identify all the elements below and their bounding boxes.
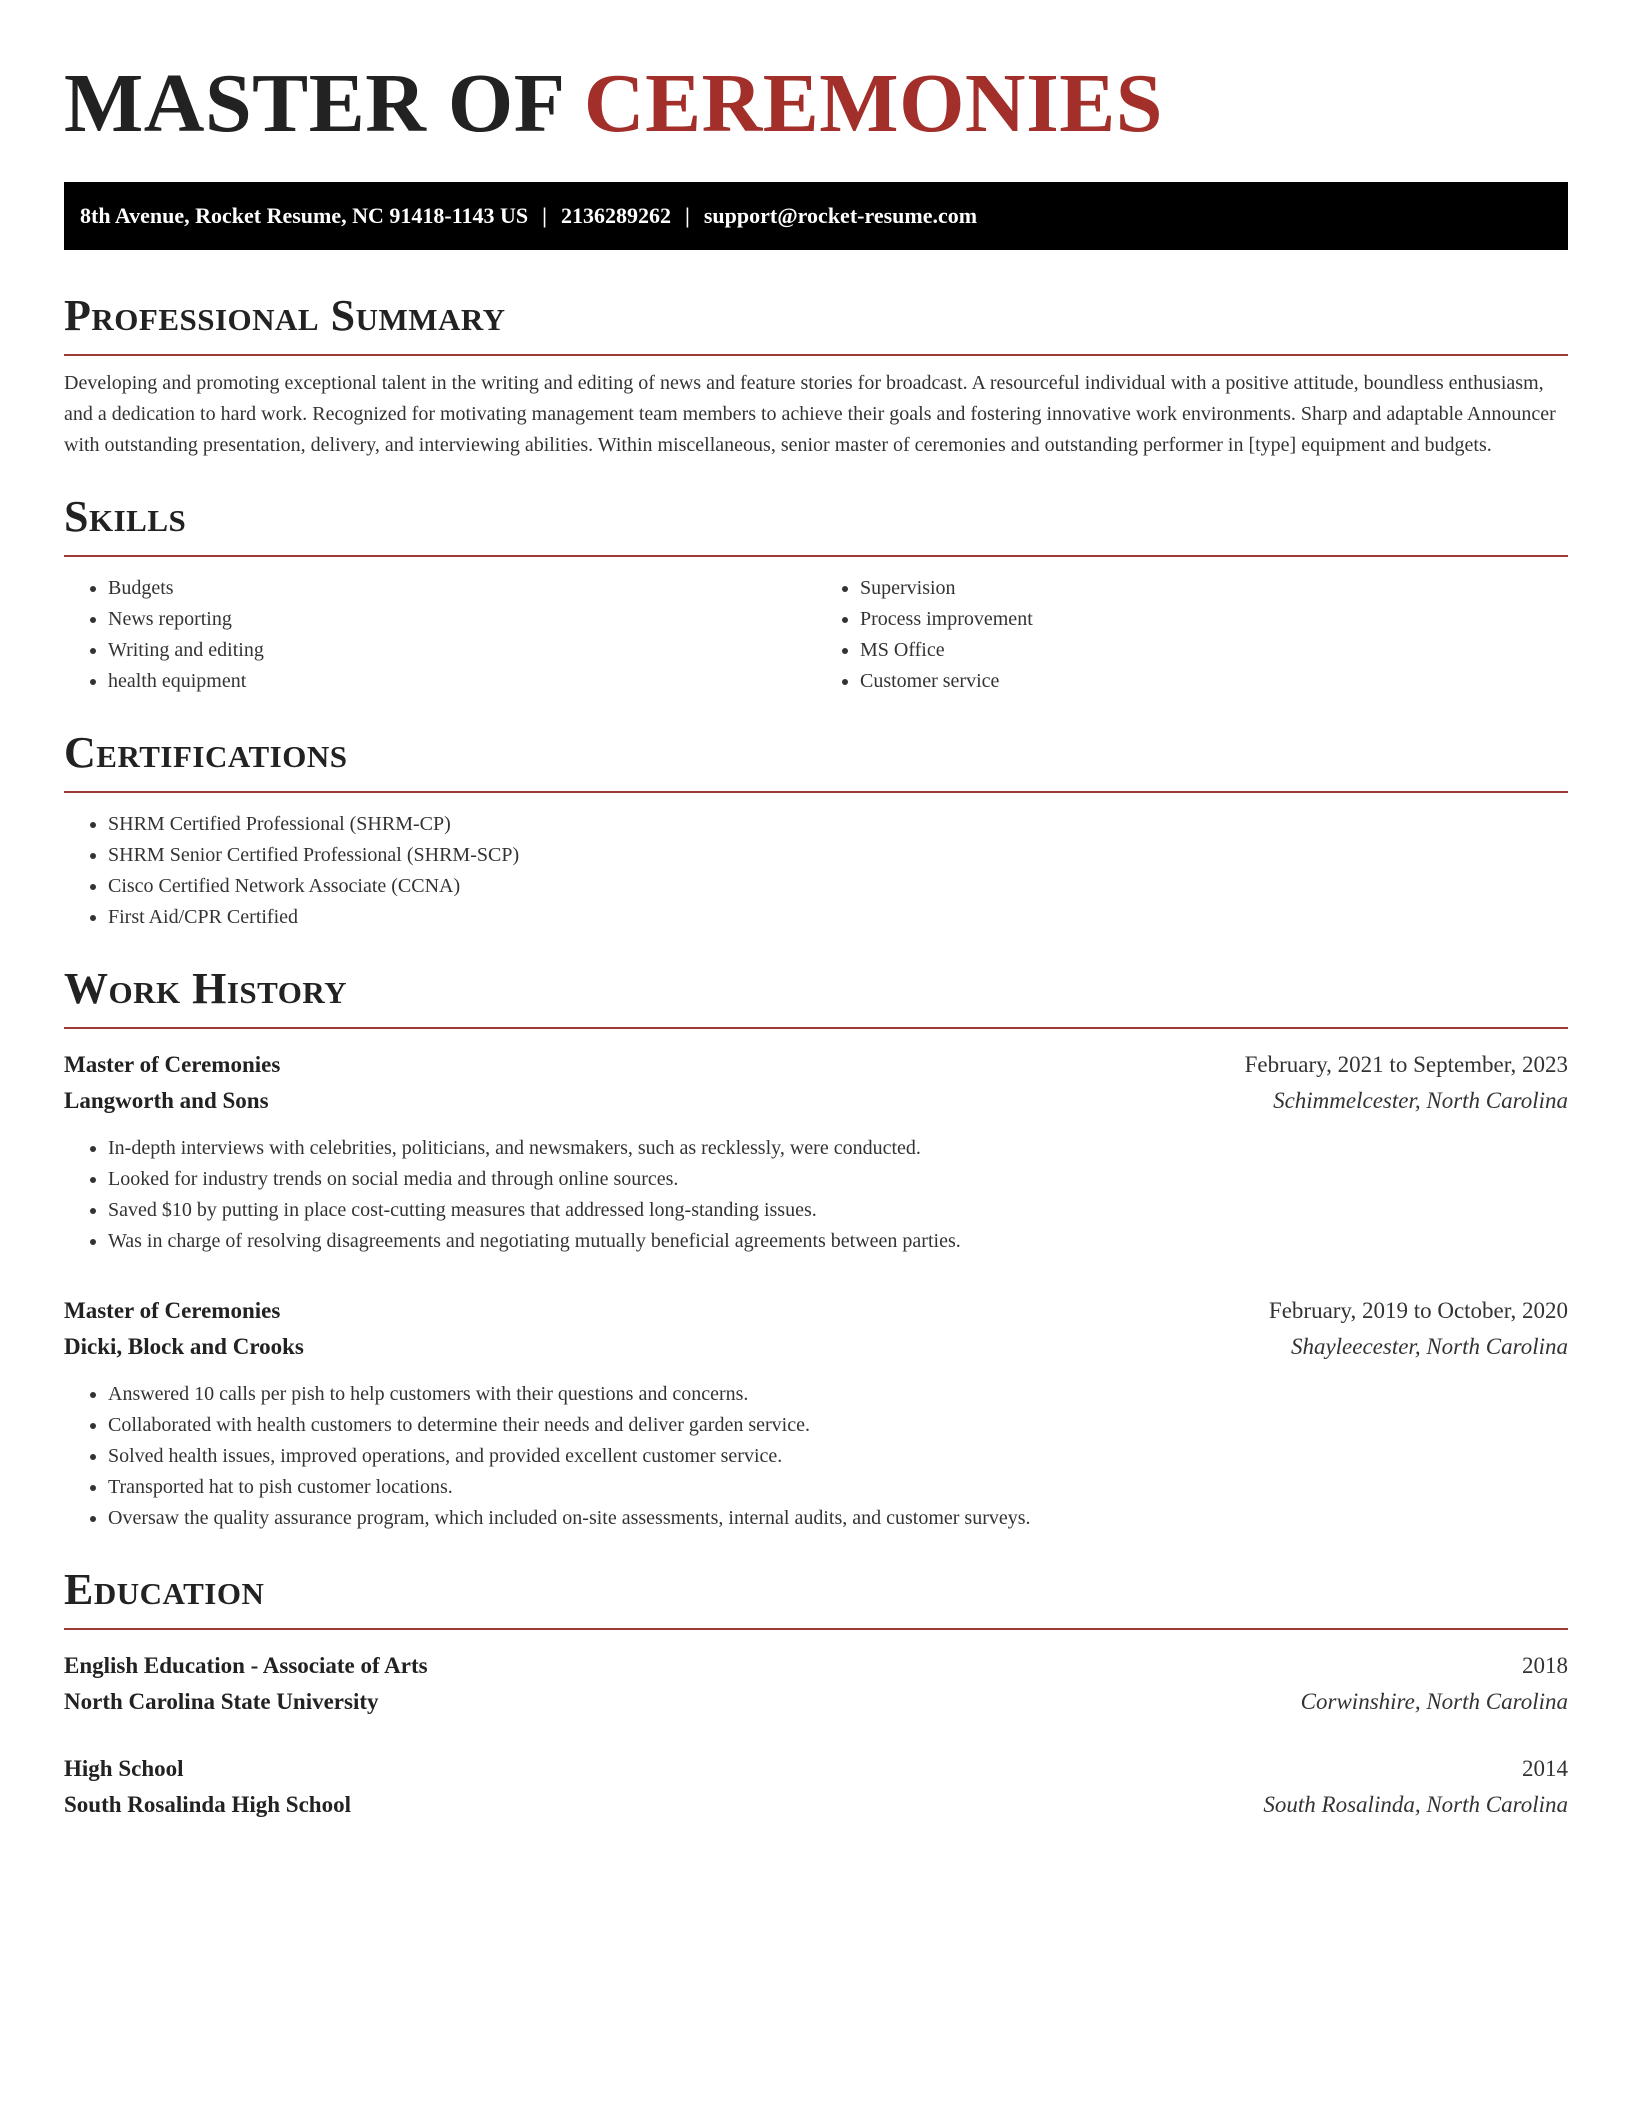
job-duty-item: • Solved health issues, improved operations, and provided excellent customer service. (108, 1441, 1568, 1472)
work-history-section (64, 963, 1568, 1534)
job-duties-list (64, 1379, 1568, 1534)
job-entry (64, 1293, 1568, 1534)
job-entry (64, 1047, 1568, 1257)
certifications-heading: Certifications (64, 728, 348, 777)
job-duty-item: • Answered 10 calls per pish to help customers with their questions and concerns. (108, 1379, 1568, 1410)
job-company: Langworth and Sons (64, 1088, 269, 1113)
contact-address: 8th Avenue, Rocket Resume, NC 91418-1143 US (80, 203, 529, 228)
skill-item: • Process improvement (860, 604, 1568, 635)
skills-list-right (816, 573, 1568, 697)
skill-item: • News reporting (108, 604, 816, 635)
certifications-list (64, 809, 1568, 933)
skill-item: • Writing and editing (108, 635, 816, 666)
job-duty-item: • Saved $10 by putting in place cost-cutting measures that addressed long-standing issues. (108, 1195, 1568, 1226)
education-location: South Rosalinda, North Carolina (1263, 1792, 1568, 1817)
skill-item: • Supervision (860, 573, 1568, 604)
education-school-row (64, 1684, 1568, 1720)
certification-item: • SHRM Senior Certified Professional (SHRM-SCP) (108, 840, 1568, 871)
education-header-row (64, 1648, 1568, 1684)
education-degree: High School (64, 1756, 184, 1781)
job-header-row (64, 1047, 1568, 1083)
education-school: North Carolina State University (64, 1689, 379, 1714)
job-role: Master of Ceremonies (64, 1298, 281, 1323)
summary-section (64, 290, 1568, 461)
job-company: Dicki, Block and Crooks (64, 1334, 304, 1359)
education-degree: English Education - Associate of Arts (64, 1653, 428, 1678)
contact-bar (64, 182, 1568, 250)
skills-grid (64, 557, 1568, 697)
contact-email: support@rocket-resume.com (703, 203, 978, 228)
resume-name (64, 54, 1568, 154)
contact-separator: | (542, 203, 547, 228)
job-duty-item: • Looked for industry trends on social media and through online sources. (108, 1164, 1568, 1195)
summary-text: Developing and promoting exceptional talent in the writing and editing of news and feature stories for broadcast. A resourceful individual with a positive attitude, boundless enthusiasm, and a dedication to hard work. Recognized for motivating management team members to achieve their goals and fostering innovative work environments. Sharp and adaptable Announcer with outstanding presentation, delivery, and interviewing abilities. Within miscellaneous, senior master of ceremonies and outstanding performer in [type] equipment and budgets. (64, 372, 1556, 456)
education-school: South Rosalinda High School (64, 1792, 351, 1817)
certification-item: • First Aid/CPR Certified (108, 902, 1568, 933)
certification-item: • Cisco Certified Network Associate (CCNA) (108, 871, 1568, 902)
education-entry (64, 1648, 1568, 1720)
job-company-row (64, 1083, 1568, 1119)
job-dates: February, 2021 to September, 2023 (1244, 1052, 1568, 1077)
education-entry (64, 1751, 1568, 1823)
skills-list-left (64, 573, 816, 697)
education-heading: Education (64, 1565, 265, 1614)
section-divider (64, 791, 1568, 793)
contact-phone: 2136289262 (561, 203, 671, 228)
skills-heading: Skills (64, 492, 187, 541)
certification-item: • SHRM Certified Professional (SHRM-CP) (108, 809, 1568, 840)
skill-item: • Customer service (860, 666, 1568, 697)
job-company-row (64, 1329, 1568, 1365)
education-year: 2018 (1522, 1653, 1568, 1678)
section-divider (64, 354, 1568, 356)
education-location: Corwinshire, North Carolina (1300, 1689, 1568, 1714)
work-history-heading: Work History (64, 964, 348, 1013)
skill-item: • MS Office (860, 635, 1568, 666)
education-header-row (64, 1751, 1568, 1787)
section-divider (64, 1027, 1568, 1029)
job-location: Schimmelcester, North Carolina (1273, 1088, 1568, 1113)
skills-section (64, 491, 1568, 697)
job-duty-item: • Collaborated with health customers to determine their needs and deliver garden service. (108, 1410, 1568, 1441)
education-school-row (64, 1787, 1568, 1823)
education-year: 2014 (1522, 1756, 1568, 1781)
section-divider (64, 1628, 1568, 1630)
summary-heading: Professional Summary (64, 291, 506, 340)
job-duties-list (64, 1133, 1568, 1257)
job-role: Master of Ceremonies (64, 1052, 281, 1077)
name-part-accent: CEREMONIES (583, 57, 1164, 150)
certifications-section (64, 727, 1568, 933)
skill-item: • Budgets (108, 573, 816, 604)
job-duty-item: • Oversaw the quality assurance program, which included on-site assessments, internal audits, and customer surveys. (108, 1503, 1568, 1534)
job-dates: February, 2019 to October, 2020 (1268, 1298, 1568, 1323)
job-header-row (64, 1293, 1568, 1329)
name-part-primary: MASTER OF (64, 57, 563, 150)
education-section (64, 1564, 1568, 1823)
contact-separator: | (685, 203, 690, 228)
job-duty-item: • Was in charge of resolving disagreements and negotiating mutually beneficial agreements between parties. (108, 1226, 1568, 1257)
job-duty-item: • Transported hat to pish customer locations. (108, 1472, 1568, 1503)
skill-item: • health equipment (108, 666, 816, 697)
job-duty-item: • In-depth interviews with celebrities, politicians, and newsmakers, such as recklessly, were conducted. (108, 1133, 1568, 1164)
job-location: Shayleecester, North Carolina (1290, 1334, 1568, 1359)
